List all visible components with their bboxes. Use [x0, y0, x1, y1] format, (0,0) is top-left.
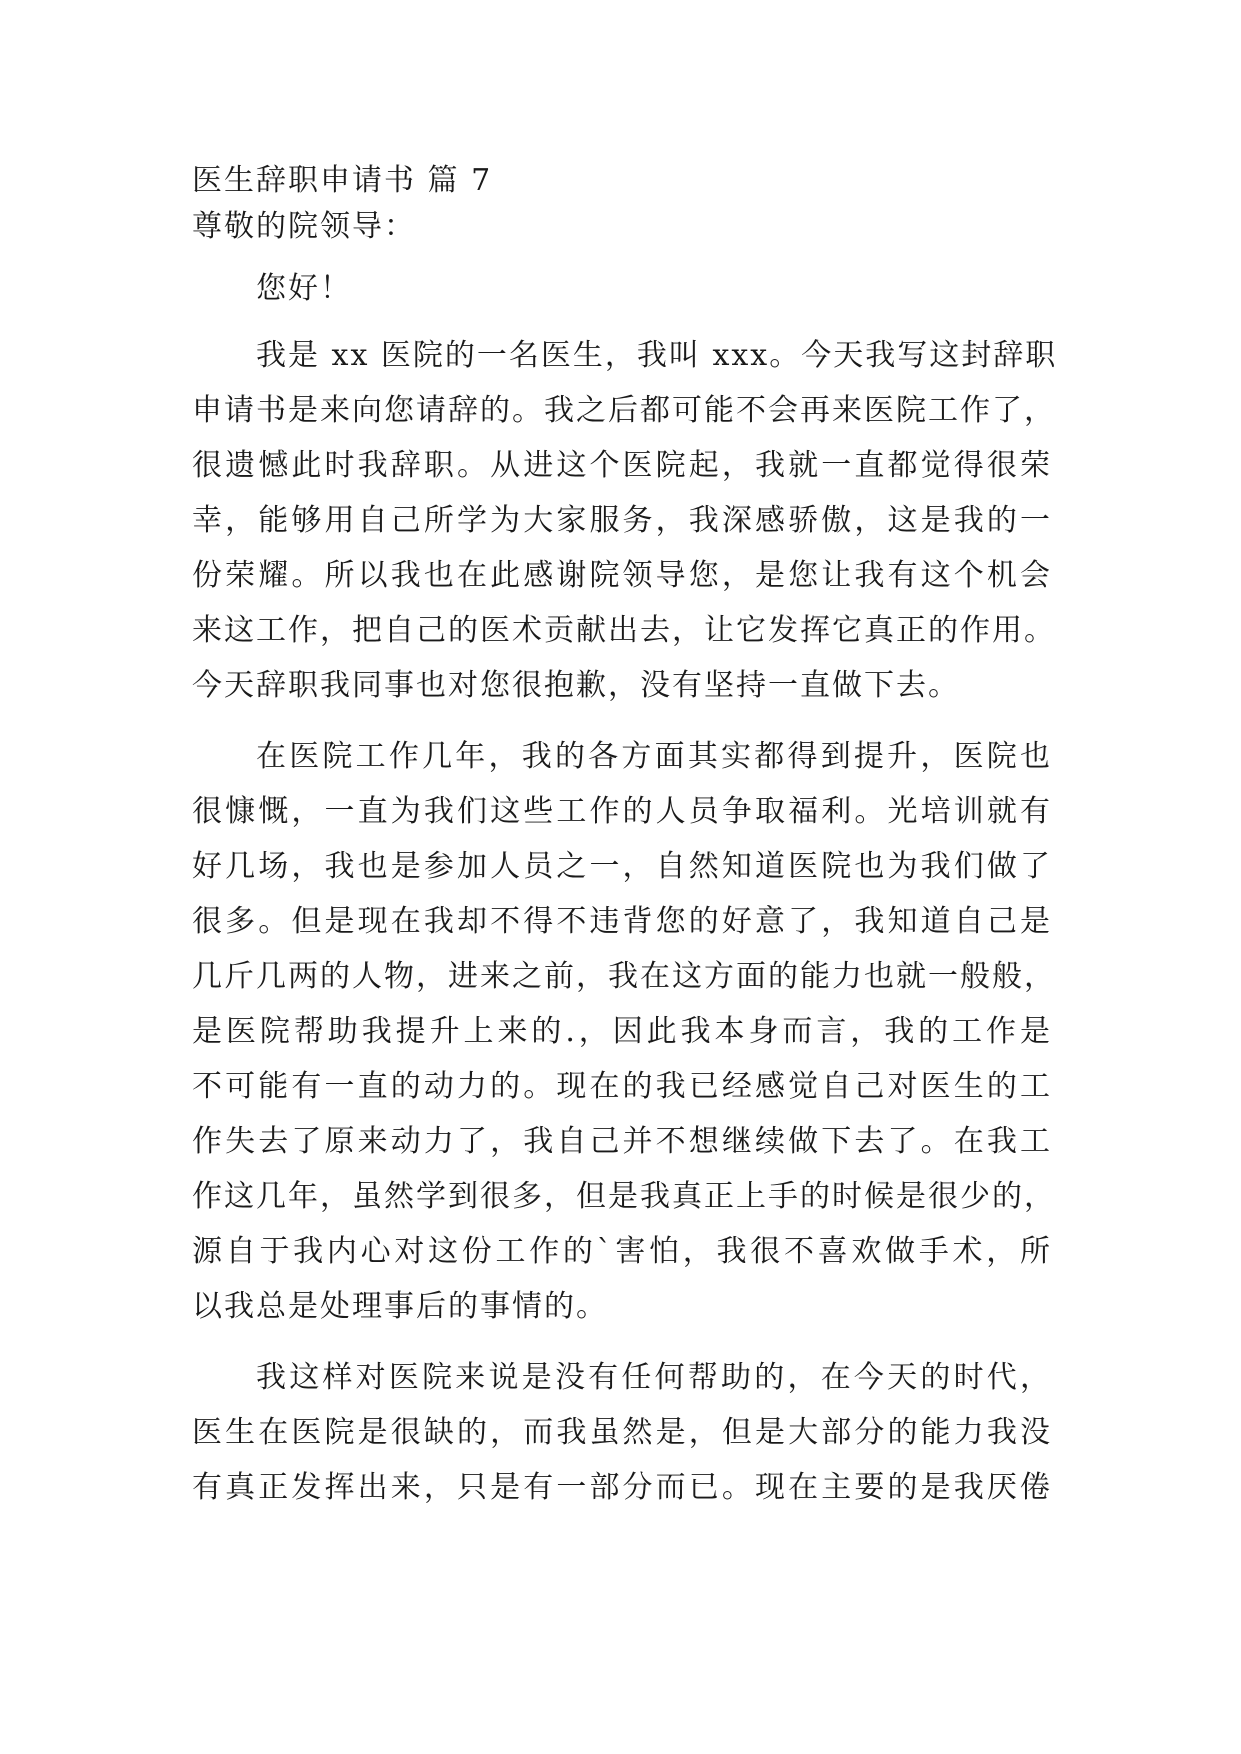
paragraph-3: [192, 1350, 1052, 1515]
salutation: 尊敬的院领导：: [192, 209, 416, 244]
paragraph-line: 源自于我内心对这份工作的`害怕，我很不喜欢做手术，所: [192, 1234, 1052, 1269]
paragraph-line: 今天辞职我同事也对您很抱歉，没有坚持一直做下去。: [192, 668, 960, 703]
paragraph-line: 作失去了原来动力了，我自己并不想继续做下去了。在我工: [192, 1124, 1052, 1159]
paragraph-line: 申请书是来向您请辞的。我之后都可能不会再来医院工作了，: [192, 393, 1056, 428]
paragraph-line: 我这样对医院来说是没有任何帮助的，在今天的时代，: [256, 1360, 1052, 1395]
paragraph-line: 很慷慨，一直为我们这些工作的人员争取福利。光培训就有: [192, 794, 1052, 829]
greeting: 您好！: [256, 271, 352, 306]
paragraph-line: 作这几年，虽然学到很多，但是我真正上手的时候是很少的，: [192, 1179, 1056, 1214]
paragraph-line: 很遗憾此时我辞职。从进这个医院起，我就一直都觉得很荣: [192, 448, 1052, 483]
paragraph-line: 来这工作，把自己的医术贡献出去，让它发挥它真正的作用。: [192, 613, 1056, 648]
paragraph-line: 几斤几两的人物，进来之前，我在这方面的能力也就一般般，: [192, 959, 1056, 994]
paragraph-line: 是医院帮助我提升上来的.，因此我本身而言，我的工作是: [192, 1014, 1052, 1049]
paragraph-line: 很多。但是现在我却不得不违背您的好意了，我知道自己是: [192, 904, 1052, 939]
paragraph-line: 医生在医院是很缺的，而我虽然是，但是大部分的能力我没: [192, 1415, 1052, 1450]
paragraph-line: 份荣耀。所以我也在此感谢院领导您，是您让我有这个机会: [192, 558, 1052, 593]
paragraph-line: 我是 xx 医院的一名医生，我叫 xxx。今天我写这封辞职: [256, 338, 1058, 373]
paragraph-line: 好几场，我也是参加人员之一，自然知道医院也为我们做了: [192, 849, 1052, 884]
document-page: [192, 158, 1058, 1515]
document-title: 医生辞职申请书 篇 7: [192, 163, 493, 198]
paragraph-2: [192, 729, 1056, 1334]
paragraph-line: 有真正发挥出来，只是有一部分而已。现在主要的是我厌倦: [192, 1470, 1052, 1505]
paragraph-line: 以我总是处理事后的事情的。: [192, 1289, 608, 1324]
paragraph-line: 不可能有一直的动力的。现在的我已经感觉自己对医生的工: [192, 1069, 1052, 1104]
paragraph-line: 在医院工作几年，我的各方面其实都得到提升，医院也: [256, 739, 1052, 774]
paragraph-line: 幸，能够用自己所学为大家服务，我深感骄傲，这是我的一: [192, 503, 1052, 538]
paragraph-1: [192, 328, 1058, 713]
